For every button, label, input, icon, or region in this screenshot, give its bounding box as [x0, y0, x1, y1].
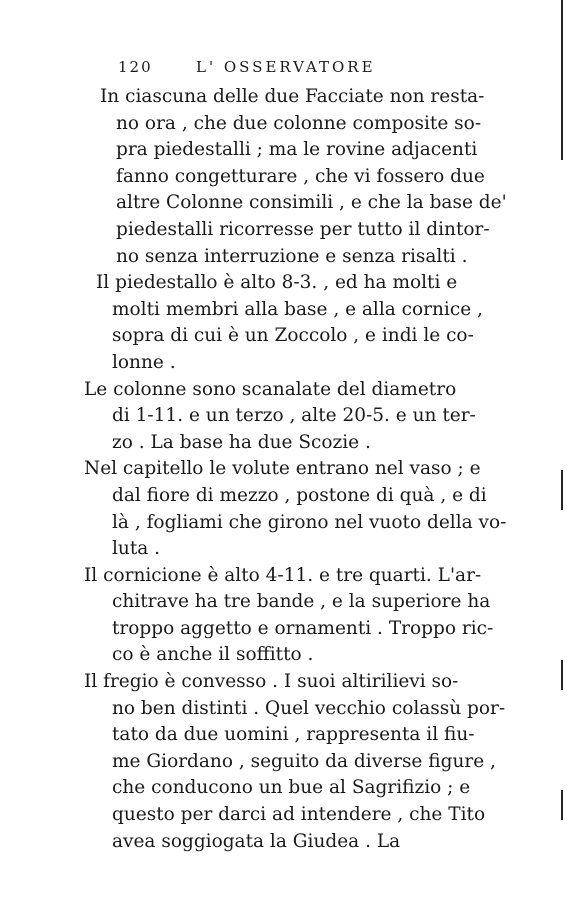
text-line: di 1-11. e un terzo , alte 20-5. e un ter- — [112, 405, 476, 427]
text-line: altre Colonne consimili , e che la base de' — [116, 192, 507, 214]
paragraph — [84, 84, 514, 270]
text-line: tato da due uomini , rappresenta il fiu- — [112, 724, 475, 746]
text-line: molti membri alla base , e alla cornice , — [112, 298, 483, 320]
text-line: avea soggiogata la Giudea . La — [112, 830, 401, 852]
running-title: L' OSSERVATORE — [196, 58, 376, 76]
text-line: lonne . — [112, 351, 176, 373]
text-line: dal fiore di mezzo , postone di quà , e di — [112, 484, 487, 506]
text-line: fanno congetturare , che vi fossero due — [116, 165, 485, 187]
edge-mark — [561, 660, 563, 690]
text-line: Il cornicione è alto 4-11. e tre quarti. L'ar- — [84, 564, 482, 586]
text-line: piedestalli ricorresse per tutto il dintor- — [116, 218, 490, 240]
edge-mark — [561, 0, 563, 160]
page-number: 120 — [118, 58, 153, 76]
text-line: là , fogliami che girono nel vuoto della vo- — [112, 511, 507, 533]
text-line: Il piedestallo è alto 8-3. , ed ha molti e — [96, 272, 458, 294]
text-line: sopra di cui è un Zoccolo , e indi le co- — [112, 325, 474, 347]
page-body — [84, 84, 514, 855]
text-line: Il fregio è convesso . I suoi altirilievi so- — [84, 671, 459, 693]
text-line: no senza interruzione e senza risalti . — [116, 245, 468, 267]
text-line: luta . — [112, 538, 161, 560]
text-line: zo . La base ha due Scozie . — [112, 431, 371, 453]
page-edge-shadow — [549, 0, 567, 900]
paragraph — [84, 377, 514, 457]
text-line: Le colonne sono scanalate del diametro — [84, 378, 457, 400]
text-line: In ciascuna delle due Facciate non resta- — [100, 86, 485, 107]
text-line: troppo aggetto e ornamenti . Troppo ric- — [112, 617, 494, 639]
text-line: co è anche il soffitto . — [112, 644, 314, 666]
text-line: me Giordano , seguito da diverse figure , — [112, 750, 496, 772]
running-header — [118, 58, 458, 82]
text-line: Nel capitello le volute entrano nel vaso ; e — [84, 458, 481, 480]
edge-mark — [561, 790, 563, 820]
text-line: no ben distinti . Quel vecchio colassù por- — [112, 697, 506, 719]
text-line: no ora , che due colonne composite so- — [116, 112, 482, 134]
text-line: chitrave ha tre bande , e la superiore ha — [112, 591, 491, 613]
paragraph — [84, 563, 514, 669]
text-line: questo per darci ad intendere , che Tito — [112, 804, 486, 826]
text-line: pra piedestalli ; ma le rovine adjacenti — [116, 139, 478, 161]
paragraph — [84, 270, 514, 376]
paragraph — [84, 456, 514, 562]
paragraph — [84, 669, 514, 855]
text-line: che conducono un bue al Sagrifizio ; e — [112, 777, 471, 799]
edge-mark — [561, 470, 563, 510]
